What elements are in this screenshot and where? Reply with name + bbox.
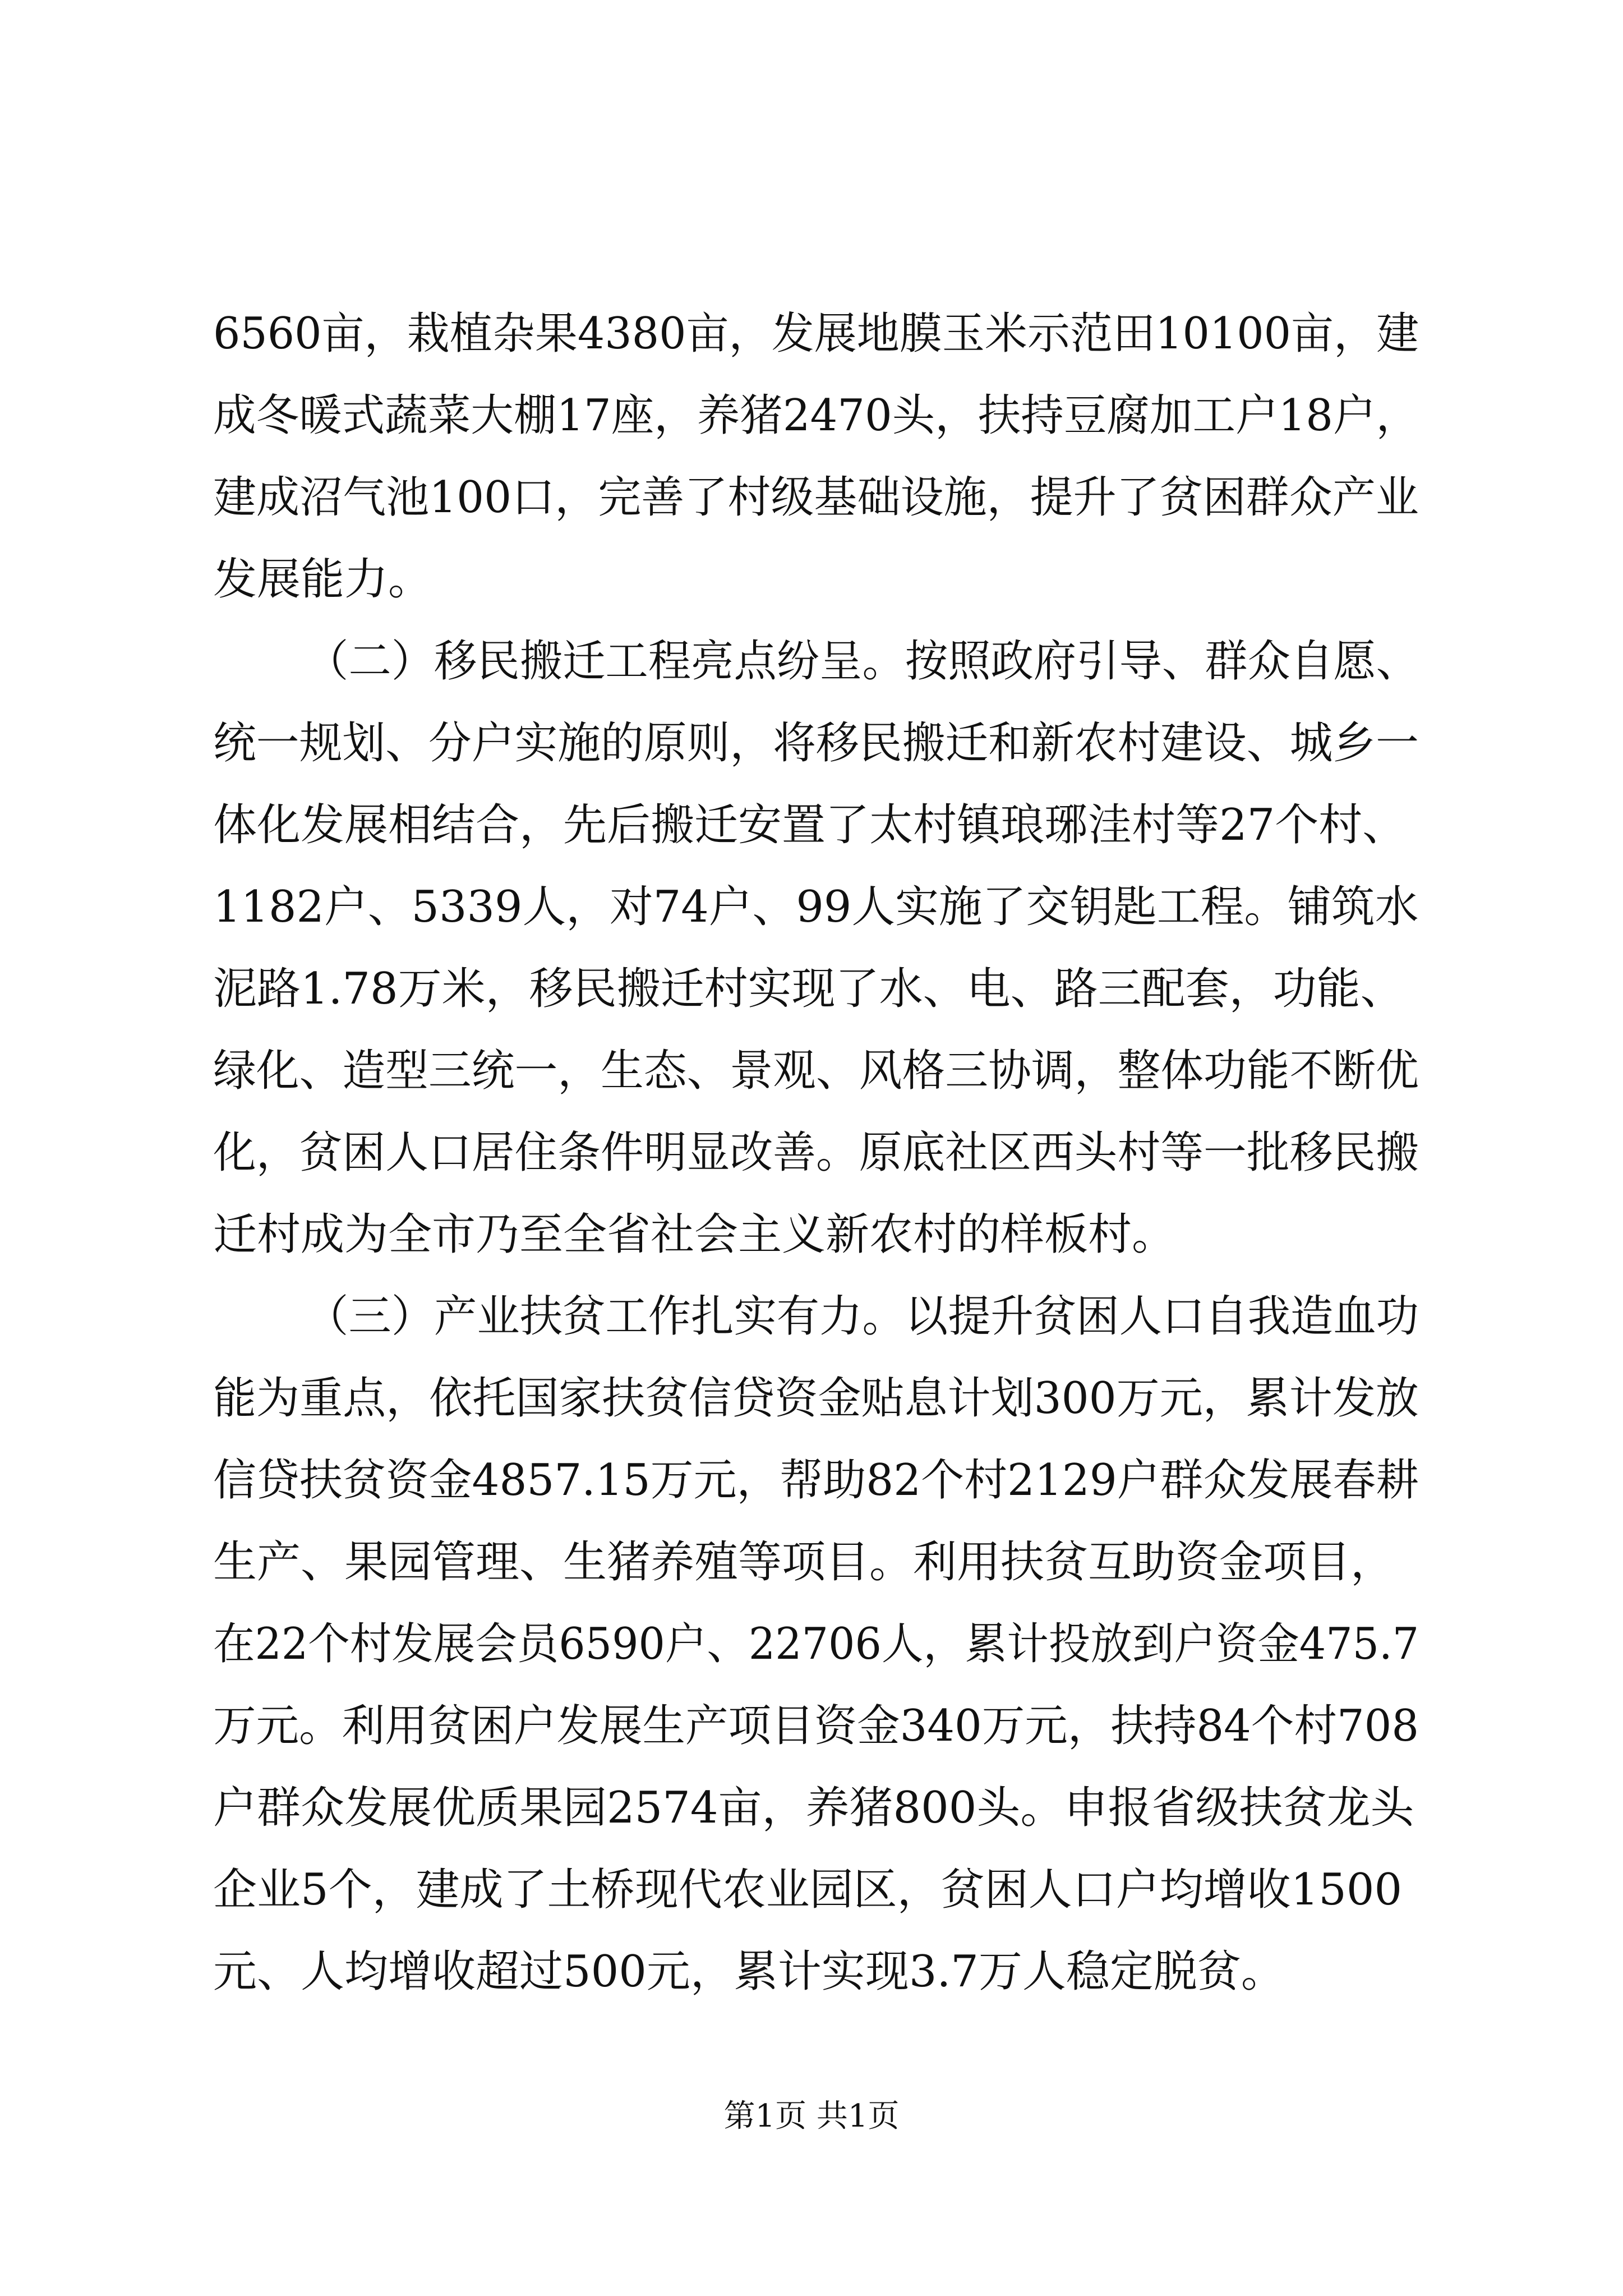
text-line-5: （二）移民搬迁工程亮点纷呈。按照政府引导、群众自愿、 — [306, 636, 1419, 687]
text-line-1: 6560亩，栽植杂果4380亩，发展地膜玉米示范田10100亩，建 — [213, 309, 1419, 359]
page-footer: 第1页 共1页 — [723, 2098, 900, 2134]
text-line-8: 1182户、5339人，对74户、99人实施了交钥匙工程。铺筑水 — [213, 882, 1419, 932]
text-line-14: 能为重点，依托国家扶贫信贷资金贴息计划300万元，累计发放 — [213, 1373, 1419, 1424]
text-line-16: 生产、果园管理、生猪养殖等项目。利用扶贫互助资金项目， — [213, 1537, 1395, 1588]
text-line-2: 成冬暖式蔬菜大棚17座，养猪2470头，扶持豆腐加工户18户， — [213, 390, 1419, 441]
text-line-20: 企业5个，建成了土桥现代农业园区，贫困人口户均增收1500 — [213, 1865, 1403, 1915]
text-line-10: 绿化、造型三统一，生态、景观、风格三协调，整体功能不断优 — [213, 1046, 1419, 1096]
text-line-3: 建成沼气池100口，完善了村级基础设施，提升了贫困群众产业 — [213, 472, 1419, 523]
text-line-4: 发展能力。 — [213, 554, 432, 605]
text-line-11: 化，贫困人口居住条件明显改善。原底社区西头村等一批移民搬 — [213, 1128, 1419, 1178]
text-line-18: 万元。利用贫困户发展生产项目资金340万元，扶持84个村708 — [213, 1701, 1419, 1751]
text-line-15: 信贷扶贫资金4857.15万元，帮助82个村2129户群众发展春耕 — [213, 1455, 1419, 1506]
text-line-17: 在22个村发展会员6590户、22706人，累计投放到户资金475.7 — [213, 1619, 1419, 1669]
text-line-9: 泥路1.78万米，移民搬迁村实现了水、电、路三配套，功能、 — [213, 964, 1404, 1014]
text-line-21: 元、人均增收超过500元，累计实现3.7万人稳定脱贫。 — [213, 1947, 1285, 1997]
text-line-6: 统一规划、分户实施的原则，将移民搬迁和新农村建设、城乡一 — [213, 718, 1419, 769]
text-line-19: 户群众发展优质果园2574亩，养猪800头。申报省级扶贫龙头 — [213, 1783, 1414, 1833]
text-line-13: （三）产业扶贫工作扎实有力。以提升贫困人口自我造血功 — [306, 1291, 1419, 1342]
text-line-7: 体化发展相结合，先后搬迁安置了太村镇琅琊洼村等27个村、 — [213, 800, 1407, 850]
text-line-12: 迁村成为全市乃至全省社会主义新农村的样板村。 — [213, 1209, 1176, 1260]
